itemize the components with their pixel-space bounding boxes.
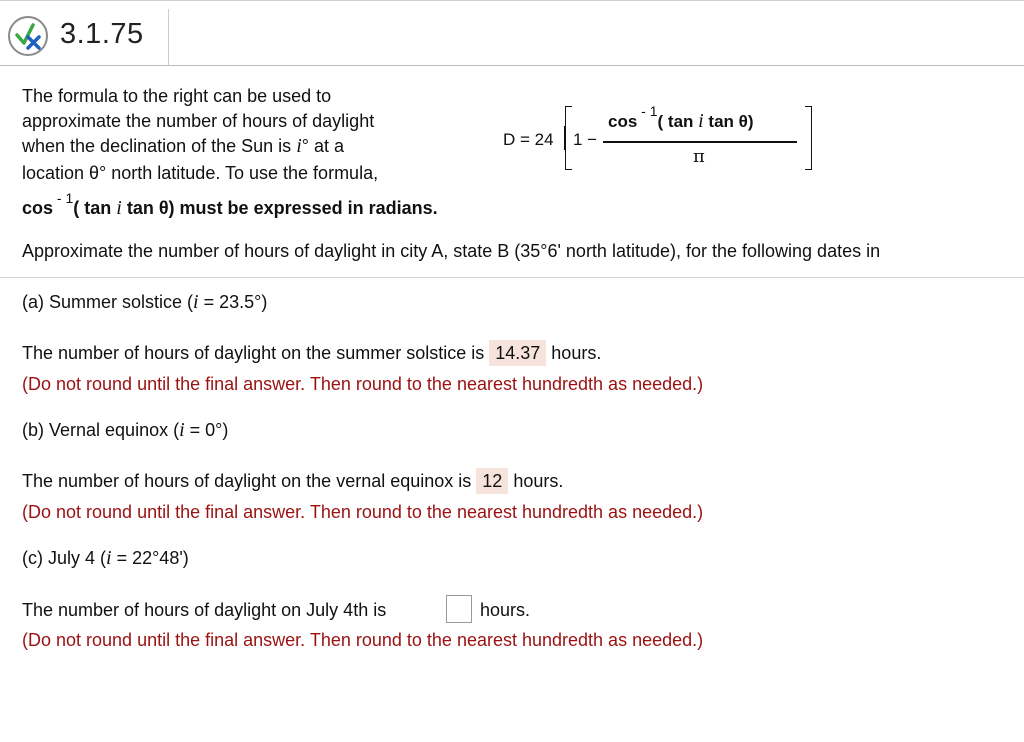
formula-fraction-line (603, 141, 797, 143)
daylight-formula (503, 100, 823, 180)
part-a-answer[interactable]: 14.37 (489, 340, 546, 366)
part-b-answer[interactable]: 12 (476, 468, 508, 494)
part-b-answer-line: The number of hours of daylight on the vernal equinox is 12 hours. (22, 468, 563, 494)
intro-line-5: cos $^{- 1}$( tan i tan θ) must be expressed in radians. (22, 190, 438, 219)
part-a-answer-line: The number of hours of daylight on the summer solstice is 14.37 hours. (22, 340, 601, 366)
formula-one-minus: 1 − (573, 130, 598, 149)
part-a-hint: (Do not round until the final answer. Then round to the nearest hundredth as needed.) (22, 374, 704, 394)
problem-header (0, 0, 1024, 66)
partial-credit-icon (7, 15, 49, 57)
part-c-answer-input[interactable] (446, 595, 472, 623)
part-c-unit: hours. (480, 600, 531, 620)
intro-line-4: location θ° north latitude. To use the formula, (22, 163, 379, 183)
formula-lhs: D = 24 (503, 130, 554, 149)
formula-bar (564, 126, 566, 150)
section-divider (0, 277, 1024, 278)
intro-line-2: approximate the number of hours of daylight (22, 111, 375, 131)
formula-numerator: cos $^{- 1}$( tan i tan θ) (608, 103, 754, 132)
intro-line-1: The formula to the right can be used to (22, 86, 332, 106)
question-text: Approximate the number of hours of daylight in city A, state B (35°6' north latitude), for the following dates in (22, 241, 881, 261)
formula-right-bracket (805, 106, 812, 170)
part-c-label: (c) July 4 (i = 22°48') (22, 547, 189, 569)
part-b-label: (b) Vernal equinox (i = 0°) (22, 419, 229, 441)
part-c-sentence: The number of hours of daylight on July 4th is (22, 600, 387, 620)
formula-denominator: π (693, 146, 705, 167)
formula-left-bracket (565, 106, 572, 170)
part-a-label: (a) Summer solstice (i = 23.5°) (22, 291, 268, 313)
problem-number: 3.1.75 (60, 18, 144, 50)
part-b-hint: (Do not round until the final answer. Then round to the nearest hundredth as needed.) (22, 502, 704, 522)
part-c-hint: (Do not round until the final answer. Then round to the nearest hundredth as needed.) (22, 630, 704, 650)
header-divider (168, 9, 169, 65)
intro-line-3: when the declination of the Sun is i° at a (22, 135, 344, 157)
